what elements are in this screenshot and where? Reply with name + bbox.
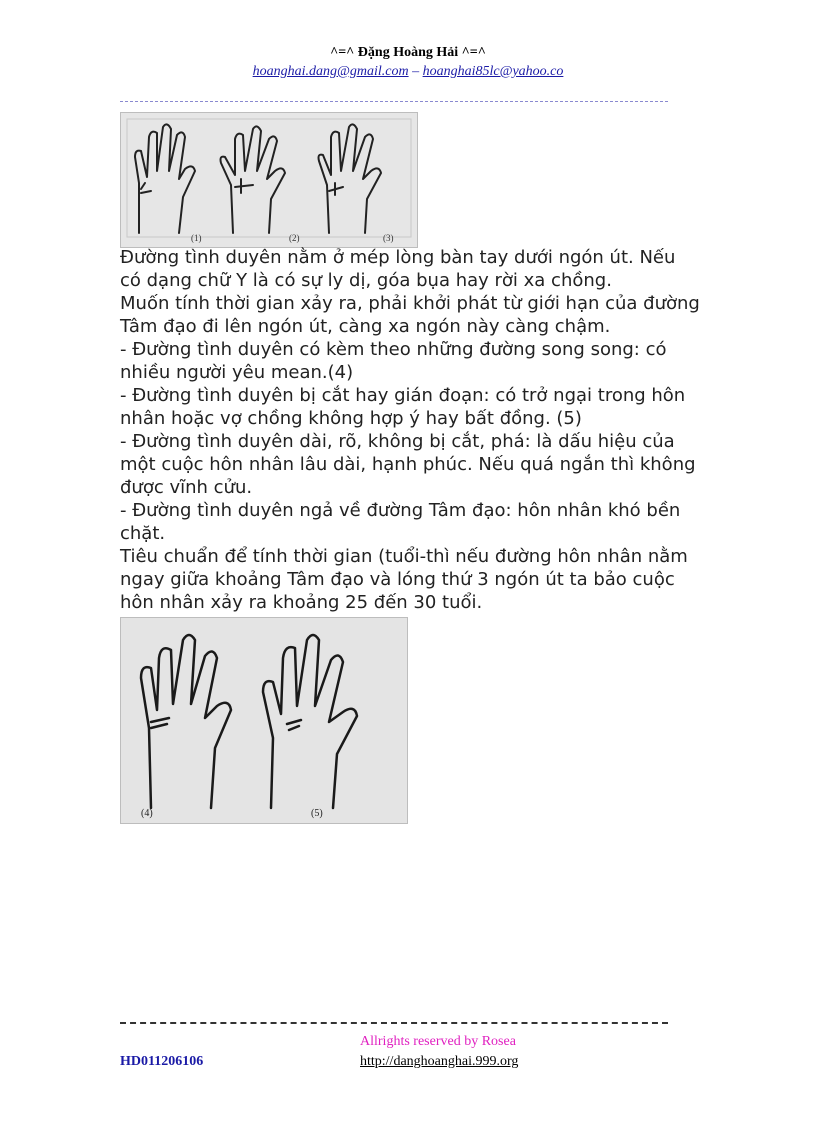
figure-label-2: (2) bbox=[289, 233, 300, 243]
copyright-notice: Allrights reserved by Rosea bbox=[360, 1034, 516, 1049]
contact-links bbox=[0, 63, 816, 81]
figure-label-4: (4) bbox=[141, 808, 153, 819]
paragraph: Muốn tính thời gian xảy ra, phải khởi phát từ giới hạn của đường Tâm đạo đi lên ngón út, càng xa ngón này càng chậm. bbox=[120, 293, 700, 337]
email-link-yahoo[interactable]: hoanghai85lc@yahoo.co bbox=[422, 64, 564, 79]
email-link-gmail[interactable]: hoanghai.dang@gmail.com bbox=[252, 64, 409, 79]
figure-label-5: (5) bbox=[311, 808, 323, 819]
document-id: HD011206106 bbox=[120, 1054, 204, 1069]
website-link[interactable]: http://danghoanghai.999.org bbox=[360, 1054, 519, 1069]
figure-label-1: (1) bbox=[191, 233, 202, 243]
figure-label-3: (3) bbox=[383, 233, 394, 243]
paragraph: - Đường tình duyên có kèm theo những đường song song: có nhiều người yêu mean.(4) bbox=[120, 339, 667, 383]
palm-drawing-1-3 bbox=[121, 113, 417, 247]
paragraph: Đường tình duyên nằm ở mép lòng bàn tay dưới ngón út. Nếu có dạng chữ Y là có sự ly dị, góa bụa hay rời xa chồng. bbox=[120, 247, 676, 291]
paragraph: - Đường tình duyên ngả về đường Tâm đạo: hôn nhân khó bền chặt. bbox=[120, 500, 681, 544]
footer-divider bbox=[120, 1022, 668, 1024]
paragraph: Tiêu chuẩn để tính thời gian (tuổi-thì nếu đường hôn nhân nằm ngay giữa khoảng Tâm đạo và lóng thứ 3 ngón út ta bảo cuộc hôn nhân xảy ra khoảng 25 đến 30 tuổi. bbox=[120, 546, 688, 613]
email-separator: – bbox=[408, 64, 423, 79]
paragraph: - Đường tình duyên dài, rõ, không bị cắt, phá: là dấu hiệu của một cuộc hôn nhân lâu dài, hạnh phúc. Nếu quá ngắn thì không được vĩnh cửu. bbox=[120, 431, 696, 498]
article-body bbox=[120, 246, 700, 614]
author-title: ^=^ Đặng Hoàng Hải ^=^ bbox=[330, 45, 486, 60]
palm-figure-4-5 bbox=[120, 617, 408, 824]
palm-drawing-4-5 bbox=[121, 618, 407, 823]
header-divider bbox=[120, 101, 668, 102]
paragraph: - Đường tình duyên bị cắt hay gián đoạn: có trở ngại trong hôn nhân hoặc vợ chồng không hợp ý hay bất đồng. (5) bbox=[120, 385, 686, 429]
palm-figure-1-3 bbox=[120, 112, 418, 248]
page-header bbox=[0, 44, 816, 81]
